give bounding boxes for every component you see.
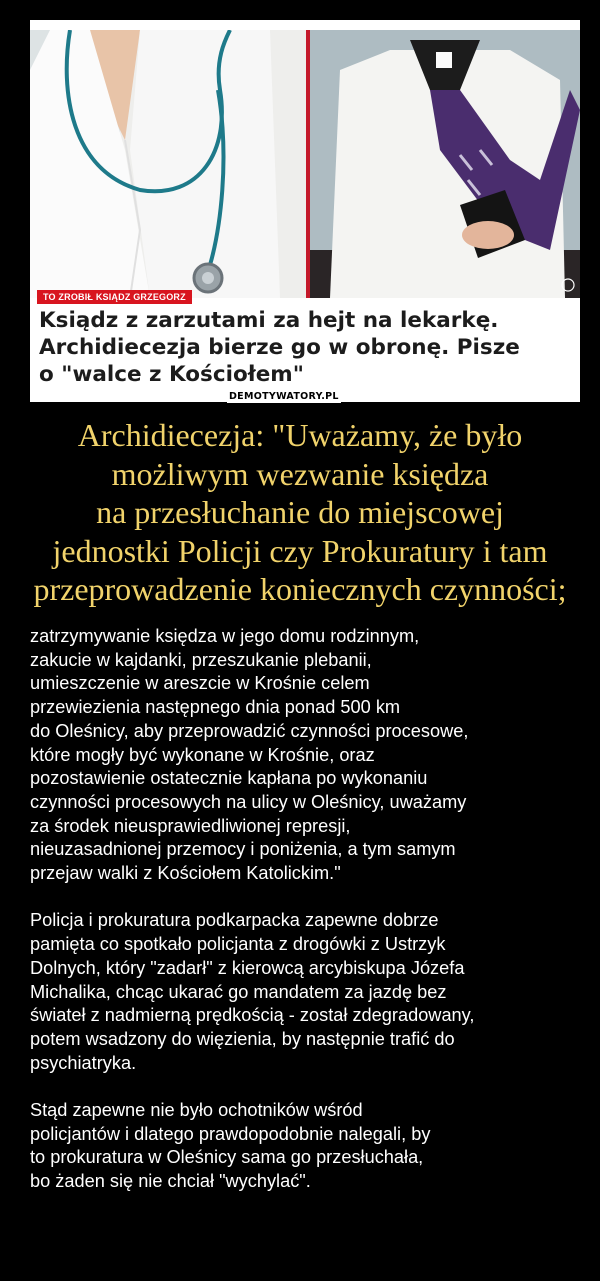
body-line: przejaw walki z Kościołem Katolickim." <box>30 863 341 884</box>
site-watermark: DEMOTYWATORY.PL <box>229 391 339 402</box>
body-paragraph <box>30 909 578 1075</box>
body-line: Dolnych, który "zadarł" z kierowcą arcybiskupa Józefa <box>30 957 465 978</box>
headline-line: Archidiecezja bierze go w obronę. Pisze <box>39 335 520 360</box>
body-paragraph <box>30 625 578 886</box>
body-line: psychiatryka. <box>30 1052 137 1073</box>
body-line: pamięta co spotkało policjanta z drogówki z Ustrzyk <box>30 934 446 955</box>
body-line: zakucie w kajdanki, przeszukanie plebanii, <box>30 649 372 670</box>
doctor-photo <box>30 30 306 298</box>
headline-line: Ksiądz z zarzutami za hejt na lekarkę. <box>39 308 499 333</box>
body-line: potem wsadzony do więzienia, by następnie trafić do <box>30 1028 455 1049</box>
title-line: przeprowadzenie koniecznych czynności; <box>33 571 567 607</box>
body-line: świateł z nadmierną prędkością - został zdegradowany, <box>30 1005 475 1026</box>
demotivator-title <box>0 416 600 609</box>
body-line: czynności procesowych na ulicy w Oleśnicy, uważamy <box>30 791 467 812</box>
priest-photo <box>310 30 580 298</box>
body-line: do Oleśnicy, aby przeprowadzić czynności procesowe, <box>30 720 469 741</box>
body-line: umieszczenie w areszcie w Krośnie celem <box>30 673 370 694</box>
body-line: bo żaden się nie chciał "wychylać". <box>30 1171 311 1192</box>
body-line: Policja i prokuratura podkarpacka zapewne dobrze <box>30 910 439 931</box>
body-line: pozostawienie ostatecznie kapłana po wykonaniu <box>30 768 428 789</box>
body-line: zatrzymywanie księdza w jego domu rodzinnym, <box>30 626 420 646</box>
article-headline <box>39 307 574 388</box>
body-line: przewiezienia następnego dnia ponad 500 km <box>30 697 401 718</box>
headline-line: o "walce z Kościołem" <box>39 362 304 387</box>
category-tag: TO ZROBIŁ KSIĄDZ GRZEGORZ <box>37 290 192 304</box>
article-card <box>30 20 580 402</box>
title-line: Archidiecezja: "Uważamy, że było <box>77 417 523 453</box>
article-photo <box>30 30 580 298</box>
title-line: możliwym wezwanie księdza <box>111 455 489 492</box>
title-line: na przesłuchanie do miejscowej <box>96 494 504 530</box>
body-line: za środek nieusprawiedliwionej represji, <box>30 815 351 836</box>
body-line: Stąd zapewne nie było ochotników wśród <box>30 1100 363 1121</box>
body-paragraph <box>30 1099 578 1194</box>
body-line: które mogły być wykonane w Krośnie, oraz <box>30 744 375 765</box>
title-line: jednostki Policji czy Prokuratury i tam <box>52 532 548 569</box>
body-line: to prokuratura w Oleśnicy sama go przesłuchała, <box>30 1147 424 1168</box>
demotivator-body <box>30 625 578 1194</box>
body-line: policjantów i dlatego prawdopodobnie nalegali, by <box>30 1123 431 1144</box>
body-line: Michalika, chcąc ukarać go mandatem za jazdę bez <box>30 981 447 1002</box>
body-line: nieuzasadnionej przemocy i poniżenia, a tym samym <box>30 839 456 860</box>
